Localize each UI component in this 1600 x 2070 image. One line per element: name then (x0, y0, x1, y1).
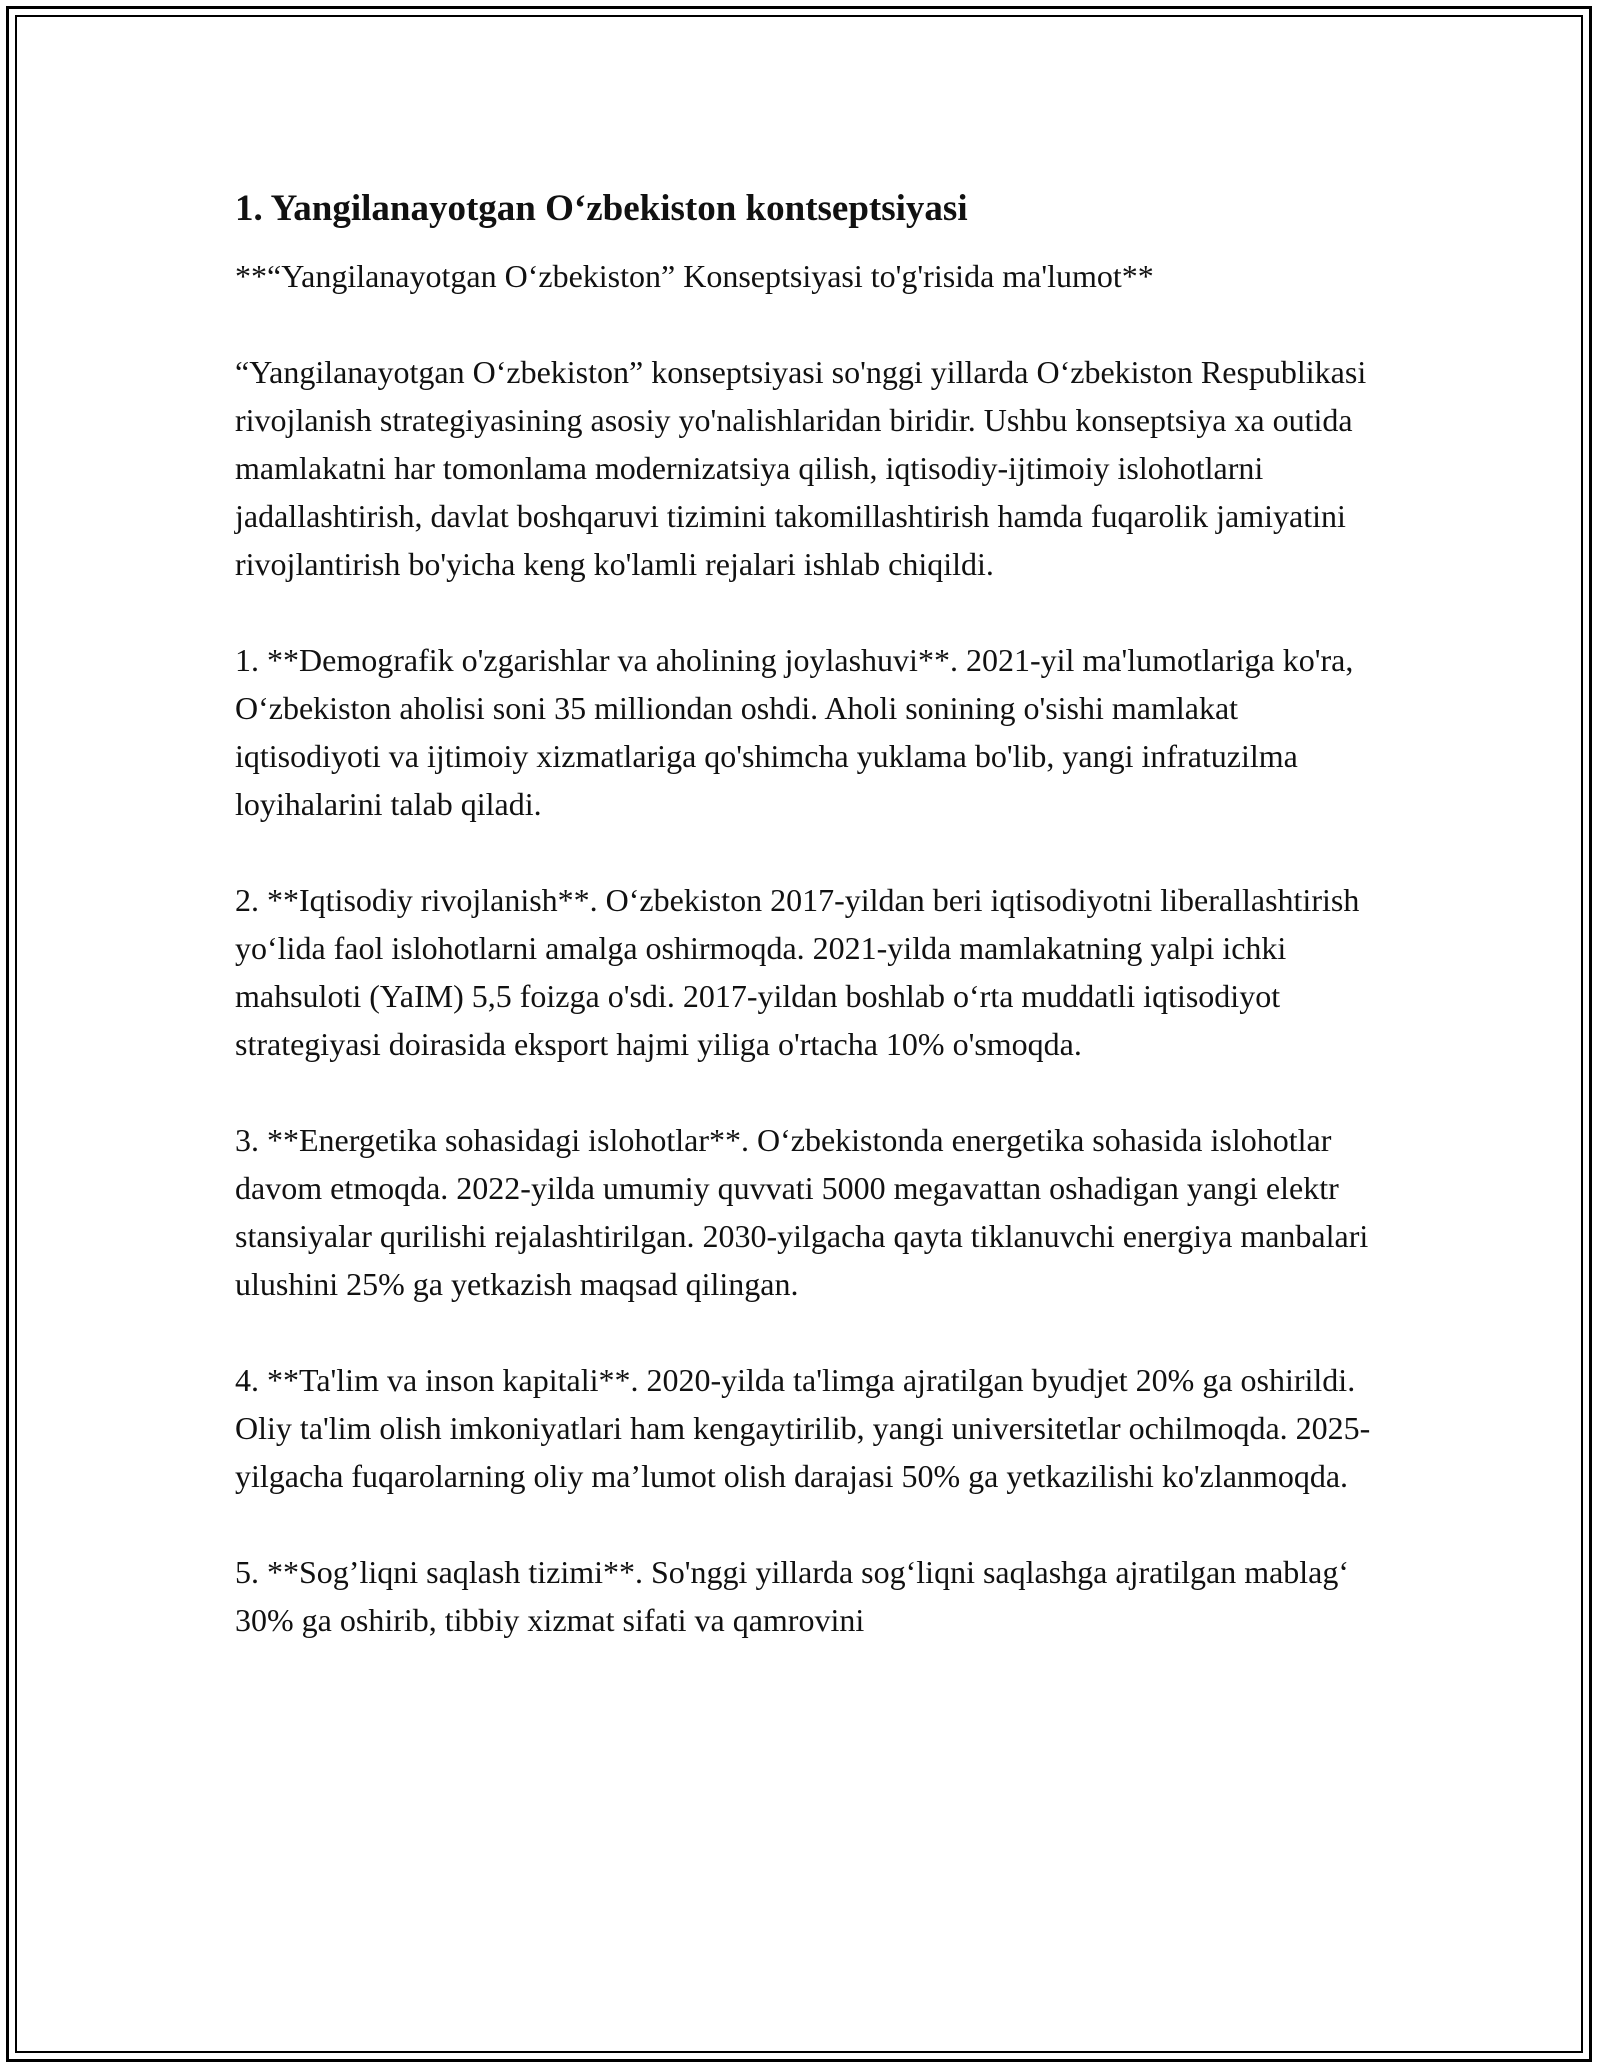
intro-paragraph: “Yangilanayotgan O‘zbekiston” konseptsiyasi so'nggi yillarda O‘zbekiston Respublikasi rivojlanish strategiyasining asosiy yo'nalishlaridan biridir. Ushbu konseptsiya xa outida mamlakatni har tomonlama modernizatsiya qilish, iqtisodiy-ijtimoiy islohotlarni jadallashtirish, davlat boshqaruvi tizimini takomillashtirish hamda fuqarolik jamiyatini rivojlantirish bo'yicha keng ko'lamli rejalari ishlab chiqildi. (235, 354, 1367, 582)
section-economy: 2. **Iqtisodiy rivojlanish**. O‘zbekiston 2017-yildan beri iqtisodiyotni liberallashtirish yo‘lida faol islohotlarni amalga oshirmoqda. 2021-yilda mamlakatning yalpi ichki mahsuloti (YaIM) 5,5 foizga o'sdi. 2017-yildan boshlab o‘rta muddatli iqtisodiyot strategiyasi doirasida eksport hajmi yiliga o'rtacha 10% o'smoqda. (235, 882, 1360, 1062)
section-energy: 3. **Energetika sohasidagi islohotlar**. O‘zbekistonda energetika sohasida islohotlar davom etmoqda. 2022-yilda umumiy quvvati 5000 megavattan oshadigan yangi elektr stansiyalar qurilishi rejalashtirilgan. 2030-yilgacha qayta tiklanuvchi energiya manbalari ulushini 25% ga yetkazish maqsad qilingan. (235, 1122, 1369, 1302)
section-education: 4. **Ta'lim va inson kapitali**. 2020-yilda ta'limga ajratilgan byudjet 20% ga oshirildi. Oliy ta'lim olish imkoniyatlari ham kengaytirilib, yangi universitetlar ochilmoqda. 2025-yilgacha fuqarolarning oliy ma’lumot olish darajasi 50% ga yetkazilishi ko'zlanmoqda. (235, 1362, 1371, 1494)
document-heading: 1. Yangilanayotgan O‘zbekiston kontseptsiyasi (235, 188, 968, 229)
section-demography: 1. **Demografik o'zgarishlar va aholining joylashuvi**. 2021-yil ma'lumotlariga ko'ra, O‘zbekiston aholisi soni 35 milliondan oshdi. Aholi sonining o'sishi mamlakat iqtisodiyoti va ijtimoiy xizmatlariga qo'shimcha yuklama bo'lib, yangi infratuzilma loyihalarini talab qiladi. (235, 642, 1354, 822)
document-subtitle: **“Yangilanayotgan O‘zbekiston” Konseptsiyasi to'g'risida ma'lumot** (235, 258, 1154, 294)
document-body (235, 185, 1385, 1692)
section-healthcare: 5. **Sog’liqni saqlash tizimi**. So'nggi yillarda sog‘liqni saqlashga ajratilgan mablag‘ 30% ga oshirib, tibbiy xizmat sifati va qamrovini (235, 1554, 1350, 1638)
